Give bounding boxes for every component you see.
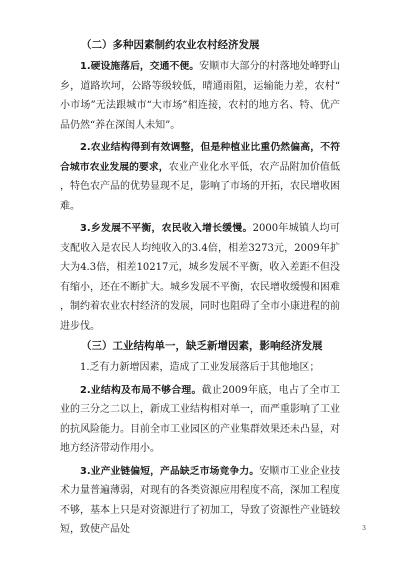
paragraph-growth-factors: [60, 358, 340, 378]
paragraph-lead: 2.农业结构得到有效调整，但是种植业比重仍然偏高，不符合城市农业发展的要求，: [60, 142, 340, 173]
paragraph-body: 2000年城镇人均可支配收入是农民人均纯收入的3.4倍，相差3273元，2009年扩大为4.3倍，相差10217元，城乡发展不平衡，收入差距不但没有缩小，还在不断扩大。城乡发展不平衡，农民增收缓慢和困难，制约着农业农村经济的发展，同时也阻碍了全市小康进程的前进步伐。: [60, 223, 340, 332]
paragraph-income-gap: [60, 219, 340, 336]
paragraph-industry-chain: [60, 462, 340, 540]
section-heading-3: （三）工业结构单一，缺乏新增因素，影响经济发展: [81, 340, 323, 352]
paragraph-body: 1.乏有力新增因素，造成了工业发展落后于其他地区；: [80, 362, 320, 373]
paragraph-lead: 3.业产业链偏短，产品缺乏市场竞争力。: [80, 465, 260, 477]
paragraph-body: 农业产业化水平低，农产品附加价值低，特色农产品的优势显现不足，影响了市场的开拓，农民增收困难。: [60, 161, 341, 212]
paragraph-agri-structure: [60, 138, 340, 216]
paragraph-body: 安顺市工业企业技术力量普遍薄弱，对现有的各类资源应用程度不高，深加工程度不够，基本上只是对资源进行了初加工，导致了资源性产业链较短，致使产品处: [60, 465, 341, 535]
paragraph-lead: 1.硬设施落后，交通不便。: [80, 61, 200, 72]
section-heading-2: （二）多种因素制约农业农村经济发展: [81, 39, 260, 51]
paragraph-body: 截止2009年底，电占了全市工业的三分之二以上，新成工业结构相对单一，而严重影响了工业的抗风险能力。目前全市工业园区的产业集群效果还未凸显，对地方经济带动作用小。: [60, 384, 340, 454]
paragraph-infrastructure: [60, 57, 340, 135]
paragraph-lead: 2.业结构及布局不够合理。: [80, 384, 202, 396]
paragraph-body: 安顺市大部分的村落地处峰野山乡，道路坎坷，公路等级较低，晴通雨阻，运输能力差，农村“小市场”无法跟城市“大市场”相连接，农村的地方名、特、优产品仍然“养在深闺人未知”。: [60, 61, 341, 131]
page-number: 3: [362, 525, 366, 532]
paragraph-industry-layout: [60, 381, 340, 459]
paragraph-lead: 3.乡发展不平衡，农民收入增长缓慢。: [80, 223, 253, 234]
